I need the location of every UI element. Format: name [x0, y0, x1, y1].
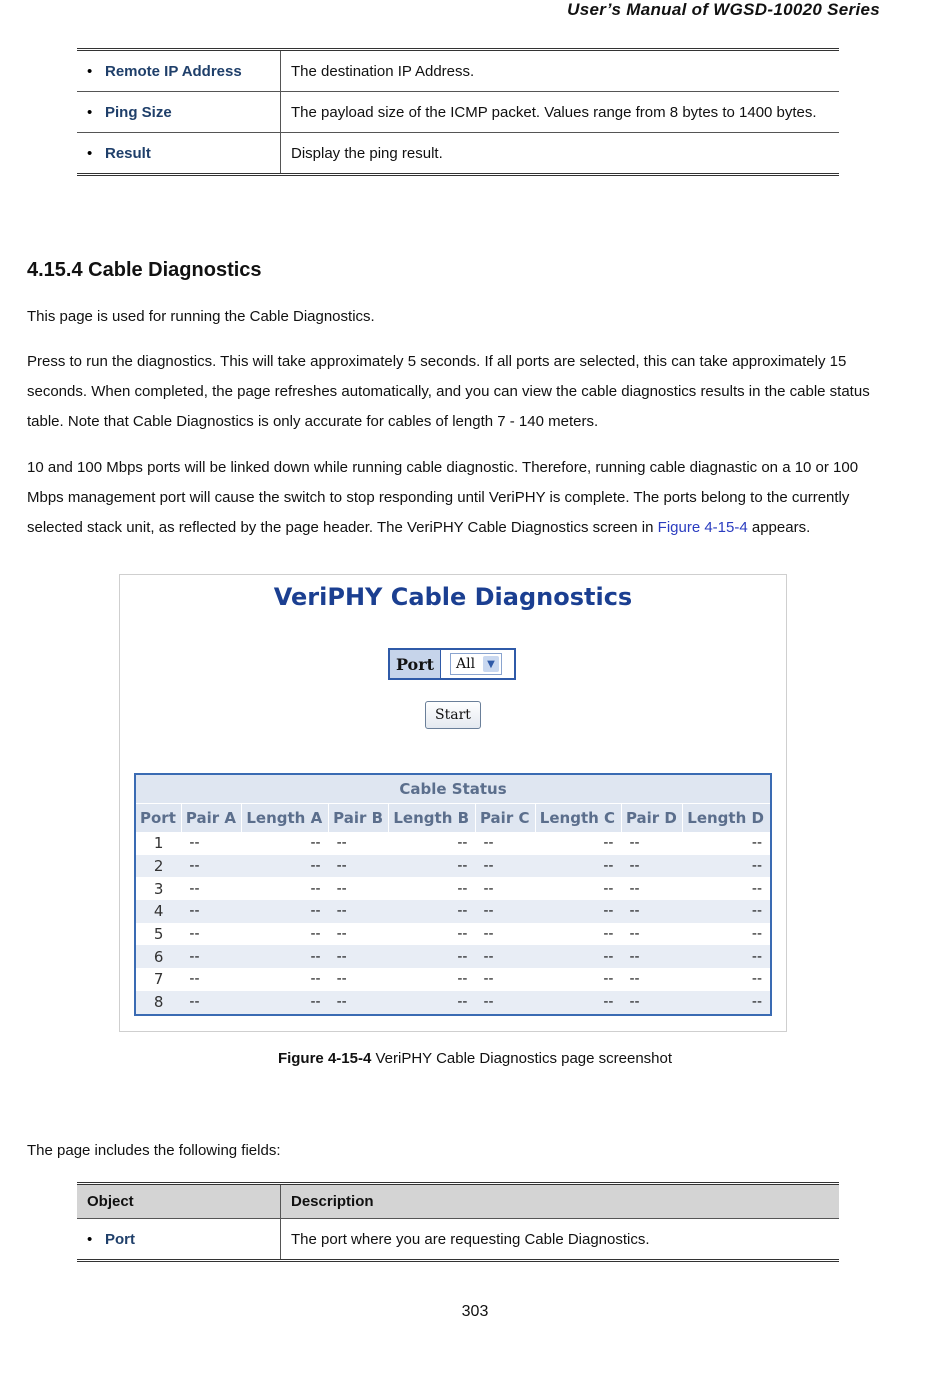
table-cell: -- — [683, 900, 771, 923]
column-header: Pair C — [475, 804, 535, 833]
column-header-description: Description — [281, 1184, 840, 1219]
object-description: The payload size of the ICMP packet. Values range from 8 bytes to 1400 bytes. — [281, 92, 840, 133]
table-cell: -- — [621, 900, 682, 923]
table-cell: -- — [329, 945, 389, 968]
table-cell: -- — [629, 971, 640, 988]
table-cell: -- — [475, 855, 535, 878]
table-cell: -- — [336, 971, 347, 988]
port-dropdown[interactable] — [450, 653, 502, 675]
table-cell: -- — [189, 971, 200, 988]
table-row: • Result Display the ping result. — [77, 133, 839, 175]
paragraph-text: 10 and 100 Mbps ports will be linked down while running cable diagnostic. Therefore, running cable diagnastic on a 10 or 100 Mbps management port will cause the switch to stop responding until VeriPHY is complete. The ports belong to the currently selected stack unit, as reflected by the page header. The VeriPHY Cable Diagnostics screen in — [27, 459, 859, 536]
table-cell: -- — [621, 855, 682, 878]
table-cell: -- — [483, 835, 494, 852]
table-cell: -- — [457, 835, 468, 852]
port-cell: 6 — [135, 945, 181, 968]
table-cell: -- — [181, 991, 241, 1015]
table-cell: -- — [389, 945, 476, 968]
table-cell: -- — [242, 991, 329, 1015]
table-cell: -- — [683, 855, 771, 878]
table-cell: -- — [683, 945, 771, 968]
table-cell: -- — [751, 835, 762, 852]
object-name: Result — [105, 144, 151, 162]
column-header: Length C — [535, 804, 621, 833]
table-cell: -- — [242, 945, 329, 968]
parameter-table-top — [77, 48, 839, 176]
cable-status-title: Cable Status — [135, 774, 771, 804]
parameter-table-bottom — [77, 1182, 839, 1262]
table-cell: -- — [535, 945, 621, 968]
table-cell: -- — [329, 855, 389, 878]
table-row — [135, 923, 771, 946]
table-cell: -- — [603, 971, 614, 988]
table-cell: -- — [457, 880, 468, 897]
table-cell: -- — [603, 835, 614, 852]
table-header-row — [77, 1184, 839, 1219]
table-cell: -- — [181, 945, 241, 968]
table-cell: -- — [751, 880, 762, 897]
table-cell: -- — [535, 900, 621, 923]
table-header-row — [135, 804, 771, 833]
table-cell: -- — [189, 880, 200, 897]
table-cell: -- — [475, 945, 535, 968]
column-header-object: Object — [77, 1184, 281, 1219]
object-description: The port where you are requesting Cable Diagnostics. — [281, 1219, 840, 1261]
paragraph-text: appears. — [747, 519, 811, 536]
table-cell: -- — [629, 880, 640, 897]
diagnostics-paragraph: Press to run the diagnostics. This will take approximately 5 seconds. If all ports are selected, this can take approximately 15 seconds. When completed, the page refreshes automatically, and you can view the cable diagnostics results in the cable status table. Note that Cable Diagnostics is only accurate for cables of length 7 - 140 meters. — [27, 353, 870, 430]
table-cell: -- — [389, 991, 476, 1015]
table-cell: -- — [329, 991, 389, 1015]
veriphy-title: VeriPHY Cable Diagnostics — [273, 583, 633, 611]
table-cell: -- — [457, 926, 468, 943]
table-row — [135, 832, 771, 855]
table-cell: -- — [683, 991, 771, 1015]
table-cell: -- — [475, 991, 535, 1015]
table-cell: -- — [329, 900, 389, 923]
table-row — [135, 855, 771, 878]
object-description: Display the ping result. — [281, 133, 840, 175]
column-header: Length B — [389, 804, 476, 833]
port-label: Port — [390, 650, 441, 678]
table-cell: -- — [483, 926, 494, 943]
port-cell: 2 — [135, 855, 181, 878]
table-cell: -- — [629, 835, 640, 852]
column-header: Port — [135, 804, 181, 833]
port-dropdown-value: All — [456, 656, 476, 672]
table-cell: -- — [603, 926, 614, 943]
section-heading: 4.15.4 Cable Diagnostics — [27, 259, 262, 281]
figure-caption — [0, 1050, 950, 1067]
table-cell: -- — [310, 880, 321, 897]
table-cell: -- — [310, 926, 321, 943]
table-cell: -- — [629, 926, 640, 943]
figure-caption-text: VeriPHY Cable Diagnostics page screenshot — [371, 1050, 673, 1067]
column-header: Length D — [683, 804, 771, 833]
port-cell: 4 — [135, 900, 181, 923]
object-description: The destination IP Address. — [291, 62, 475, 80]
linkdown-paragraph — [27, 453, 897, 543]
port-cell: 5 — [153, 925, 164, 944]
table-cell: -- — [483, 971, 494, 988]
table-row — [135, 991, 771, 1015]
port-cell: 7 — [153, 970, 164, 989]
port-cell: 8 — [135, 991, 181, 1015]
table-cell: -- — [483, 880, 494, 897]
table-cell: -- — [336, 926, 347, 943]
port-selector — [388, 648, 516, 680]
table-row — [135, 968, 771, 991]
table-cell: -- — [621, 945, 682, 968]
table-cell: -- — [181, 900, 241, 923]
table-cell: -- — [535, 991, 621, 1015]
cable-status-table — [134, 773, 772, 1016]
table-cell: -- — [189, 926, 200, 943]
port-cell: 1 — [153, 834, 164, 853]
table-cell: -- — [189, 835, 200, 852]
table-cell: -- — [389, 855, 476, 878]
table-cell: -- — [310, 835, 321, 852]
page-number: 303 — [461, 1303, 489, 1320]
table-row — [135, 877, 771, 900]
table-cell: -- — [621, 991, 682, 1015]
object-name: Remote IP Address — [105, 62, 242, 80]
intro-paragraph: This page is used for running the Cable Diagnostics. — [27, 308, 375, 325]
table-row: • Port The port where you are requesting Cable Diagnostics. — [77, 1219, 839, 1261]
table-cell: -- — [389, 900, 476, 923]
object-name: Ping Size — [105, 103, 172, 121]
table-cell: -- — [457, 971, 468, 988]
table-cell: -- — [336, 880, 347, 897]
table-row: • Remote IP Address The destination IP Address. — [77, 50, 839, 92]
table-cell: -- — [751, 971, 762, 988]
chevron-down-icon: ▼ — [483, 656, 499, 672]
table-cell: -- — [242, 900, 329, 923]
start-button[interactable]: Start — [425, 701, 481, 729]
figure-caption-label: Figure 4-15-4 — [277, 1050, 372, 1067]
veriphy-screenshot — [119, 574, 787, 1032]
column-header: Length A — [242, 804, 329, 833]
object-name: Port — [105, 1230, 135, 1248]
column-header: Pair B — [329, 804, 389, 833]
table-cell: -- — [336, 835, 347, 852]
table-cell: -- — [242, 855, 329, 878]
table-cell: -- — [310, 971, 321, 988]
page-header: User’s Manual of WGSD-10020 Series — [567, 0, 880, 19]
table-cell: -- — [181, 855, 241, 878]
table-row: • Ping Size The payload size of the ICMP packet. Values range from 8 bytes to 1400 bytes. — [77, 92, 839, 133]
fields-intro: The page includes the following fields: — [27, 1142, 281, 1159]
table-row — [135, 900, 771, 923]
port-cell: 3 — [153, 879, 164, 898]
table-cell: -- — [751, 926, 762, 943]
table-cell: -- — [535, 855, 621, 878]
column-header: Pair D — [621, 804, 682, 833]
table-cell: -- — [603, 880, 614, 897]
column-header: Pair A — [181, 804, 241, 833]
figure-link[interactable]: Figure 4-15-4 — [657, 519, 748, 536]
table-row — [135, 945, 771, 968]
table-cell: -- — [475, 900, 535, 923]
